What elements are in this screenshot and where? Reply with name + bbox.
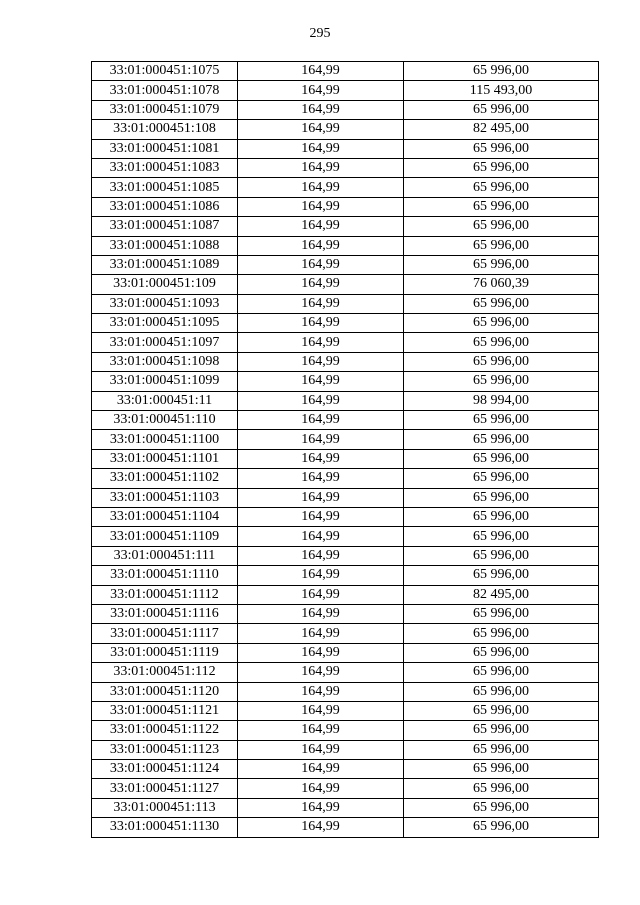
cost-value-cell: 65 996,00 [404, 314, 599, 333]
table-row [92, 779, 599, 798]
cost-value-cell: 115 493,00 [404, 81, 599, 100]
cadastral-number-cell: 33:01:000451:1124 [92, 760, 238, 779]
area-value-cell: 164,99 [238, 217, 404, 236]
area-value-cell: 164,99 [238, 527, 404, 546]
cost-value-cell: 65 996,00 [404, 527, 599, 546]
cadastral-number-cell: 33:01:000451:1085 [92, 178, 238, 197]
area-value-cell: 164,99 [238, 178, 404, 197]
table-row [92, 566, 599, 585]
cadastral-number-cell: 33:01:000451:1088 [92, 236, 238, 255]
area-value-cell: 164,99 [238, 585, 404, 604]
cadastral-number-cell: 33:01:000451:1093 [92, 294, 238, 313]
area-value-cell: 164,99 [238, 566, 404, 585]
table-row [92, 818, 599, 837]
area-value-cell: 164,99 [238, 740, 404, 759]
table-row [92, 721, 599, 740]
cost-value-cell: 65 996,00 [404, 449, 599, 468]
table-body [92, 62, 599, 838]
cost-value-cell: 65 996,00 [404, 333, 599, 352]
cost-value-cell: 65 996,00 [404, 178, 599, 197]
cadastral-number-cell: 33:01:000451:1123 [92, 740, 238, 759]
cadastral-number-cell: 33:01:000451:110 [92, 411, 238, 430]
cost-value-cell: 65 996,00 [404, 663, 599, 682]
cadastral-number-cell: 33:01:000451:1089 [92, 255, 238, 274]
table-row [92, 158, 599, 177]
cost-value-cell: 65 996,00 [404, 682, 599, 701]
cadastral-number-cell: 33:01:000451:1087 [92, 217, 238, 236]
cost-value-cell: 82 495,00 [404, 585, 599, 604]
cadastral-number-cell: 33:01:000451:1097 [92, 333, 238, 352]
table-row [92, 624, 599, 643]
cost-value-cell: 65 996,00 [404, 158, 599, 177]
cadastral-number-cell: 33:01:000451:1099 [92, 372, 238, 391]
area-value-cell: 164,99 [238, 546, 404, 565]
area-value-cell: 164,99 [238, 139, 404, 158]
table-row [92, 604, 599, 623]
table-row [92, 469, 599, 488]
table-row [92, 430, 599, 449]
table-row [92, 527, 599, 546]
table-row [92, 100, 599, 119]
cost-value-cell: 65 996,00 [404, 255, 599, 274]
cadastral-number-cell: 33:01:000451:1110 [92, 566, 238, 585]
cost-value-cell: 65 996,00 [404, 197, 599, 216]
area-value-cell: 164,99 [238, 663, 404, 682]
cost-value-cell: 65 996,00 [404, 507, 599, 526]
area-value-cell: 164,99 [238, 158, 404, 177]
area-value-cell: 164,99 [238, 236, 404, 255]
cadastral-number-cell: 33:01:000451:1079 [92, 100, 238, 119]
table-row [92, 120, 599, 139]
cadastral-number-cell: 33:01:000451:1098 [92, 352, 238, 371]
cost-value-cell: 65 996,00 [404, 624, 599, 643]
cost-value-cell: 82 495,00 [404, 120, 599, 139]
cost-value-cell: 65 996,00 [404, 100, 599, 119]
cadastral-number-cell: 33:01:000451:1109 [92, 527, 238, 546]
cost-value-cell: 65 996,00 [404, 798, 599, 817]
cadastral-number-cell: 33:01:000451:1081 [92, 139, 238, 158]
area-value-cell: 164,99 [238, 798, 404, 817]
cadastral-number-cell: 33:01:000451:1104 [92, 507, 238, 526]
cost-value-cell: 65 996,00 [404, 411, 599, 430]
cost-value-cell: 65 996,00 [404, 546, 599, 565]
cadastral-number-cell: 33:01:000451:1101 [92, 449, 238, 468]
cost-value-cell: 65 996,00 [404, 236, 599, 255]
table-row [92, 682, 599, 701]
cost-value-cell: 65 996,00 [404, 643, 599, 662]
table-row [92, 81, 599, 100]
cost-value-cell: 65 996,00 [404, 217, 599, 236]
area-value-cell: 164,99 [238, 372, 404, 391]
cadastral-number-cell: 33:01:000451:1130 [92, 818, 238, 837]
area-value-cell: 164,99 [238, 62, 404, 81]
cadastral-number-cell: 33:01:000451:1083 [92, 158, 238, 177]
area-value-cell: 164,99 [238, 255, 404, 274]
table-row [92, 352, 599, 371]
area-value-cell: 164,99 [238, 449, 404, 468]
table-row [92, 740, 599, 759]
area-value-cell: 164,99 [238, 488, 404, 507]
cadastral-number-cell: 33:01:000451:113 [92, 798, 238, 817]
data-table [91, 61, 599, 838]
area-value-cell: 164,99 [238, 275, 404, 294]
cadastral-number-cell: 33:01:000451:1102 [92, 469, 238, 488]
cost-value-cell: 65 996,00 [404, 701, 599, 720]
cost-value-cell: 98 994,00 [404, 391, 599, 410]
table-row [92, 488, 599, 507]
cost-value-cell: 65 996,00 [404, 818, 599, 837]
table-row [92, 507, 599, 526]
cadastral-number-cell: 33:01:000451:1119 [92, 643, 238, 662]
table-row [92, 314, 599, 333]
table-row [92, 62, 599, 81]
area-value-cell: 164,99 [238, 604, 404, 623]
table-row [92, 643, 599, 662]
cadastral-number-cell: 33:01:000451:1100 [92, 430, 238, 449]
cadastral-number-cell: 33:01:000451:1103 [92, 488, 238, 507]
area-value-cell: 164,99 [238, 81, 404, 100]
cost-value-cell: 65 996,00 [404, 721, 599, 740]
table-row [92, 760, 599, 779]
cadastral-number-cell: 33:01:000451:1086 [92, 197, 238, 216]
area-value-cell: 164,99 [238, 779, 404, 798]
table-row [92, 178, 599, 197]
area-value-cell: 164,99 [238, 197, 404, 216]
cadastral-number-cell: 33:01:000451:1112 [92, 585, 238, 604]
cadastral-number-cell: 33:01:000451:109 [92, 275, 238, 294]
area-value-cell: 164,99 [238, 411, 404, 430]
cadastral-number-cell: 33:01:000451:1078 [92, 81, 238, 100]
area-value-cell: 164,99 [238, 430, 404, 449]
cadastral-number-cell: 33:01:000451:11 [92, 391, 238, 410]
cost-value-cell: 65 996,00 [404, 604, 599, 623]
area-value-cell: 164,99 [238, 469, 404, 488]
cost-value-cell: 65 996,00 [404, 352, 599, 371]
table-row [92, 275, 599, 294]
table-row [92, 585, 599, 604]
area-value-cell: 164,99 [238, 760, 404, 779]
area-value-cell: 164,99 [238, 643, 404, 662]
table-row [92, 449, 599, 468]
area-value-cell: 164,99 [238, 721, 404, 740]
cadastral-number-cell: 33:01:000451:1120 [92, 682, 238, 701]
cadastral-number-cell: 33:01:000451:112 [92, 663, 238, 682]
area-value-cell: 164,99 [238, 294, 404, 313]
table-row [92, 255, 599, 274]
cost-value-cell: 65 996,00 [404, 740, 599, 759]
table-row [92, 197, 599, 216]
area-value-cell: 164,99 [238, 120, 404, 139]
cost-value-cell: 65 996,00 [404, 469, 599, 488]
table-row [92, 391, 599, 410]
cadastral-number-cell: 33:01:000451:1121 [92, 701, 238, 720]
cadastral-number-cell: 33:01:000451:1127 [92, 779, 238, 798]
page-number: 295 [309, 26, 331, 41]
cadastral-number-cell: 33:01:000451:1075 [92, 62, 238, 81]
table-row [92, 372, 599, 391]
table-row [92, 798, 599, 817]
area-value-cell: 164,99 [238, 100, 404, 119]
cadastral-number-cell: 33:01:000451:1095 [92, 314, 238, 333]
area-value-cell: 164,99 [238, 352, 404, 371]
area-value-cell: 164,99 [238, 701, 404, 720]
table-row [92, 546, 599, 565]
cost-value-cell: 65 996,00 [404, 139, 599, 158]
table-row [92, 294, 599, 313]
cost-value-cell: 65 996,00 [404, 294, 599, 313]
table-row [92, 333, 599, 352]
area-value-cell: 164,99 [238, 507, 404, 526]
cadastral-number-cell: 33:01:000451:108 [92, 120, 238, 139]
cost-value-cell: 65 996,00 [404, 372, 599, 391]
cost-value-cell: 76 060,39 [404, 275, 599, 294]
table-row [92, 663, 599, 682]
table-row [92, 701, 599, 720]
table-row [92, 217, 599, 236]
table-row [92, 236, 599, 255]
cost-value-cell: 65 996,00 [404, 488, 599, 507]
table-row [92, 411, 599, 430]
area-value-cell: 164,99 [238, 682, 404, 701]
area-value-cell: 164,99 [238, 314, 404, 333]
table-row [92, 139, 599, 158]
area-value-cell: 164,99 [238, 333, 404, 352]
cadastral-number-cell: 33:01:000451:1122 [92, 721, 238, 740]
area-value-cell: 164,99 [238, 818, 404, 837]
cost-value-cell: 65 996,00 [404, 430, 599, 449]
cadastral-number-cell: 33:01:000451:111 [92, 546, 238, 565]
cost-value-cell: 65 996,00 [404, 760, 599, 779]
cadastral-number-cell: 33:01:000451:1116 [92, 604, 238, 623]
cost-value-cell: 65 996,00 [404, 566, 599, 585]
area-value-cell: 164,99 [238, 624, 404, 643]
area-value-cell: 164,99 [238, 391, 404, 410]
cadastral-number-cell: 33:01:000451:1117 [92, 624, 238, 643]
cost-value-cell: 65 996,00 [404, 779, 599, 798]
cost-value-cell: 65 996,00 [404, 62, 599, 81]
